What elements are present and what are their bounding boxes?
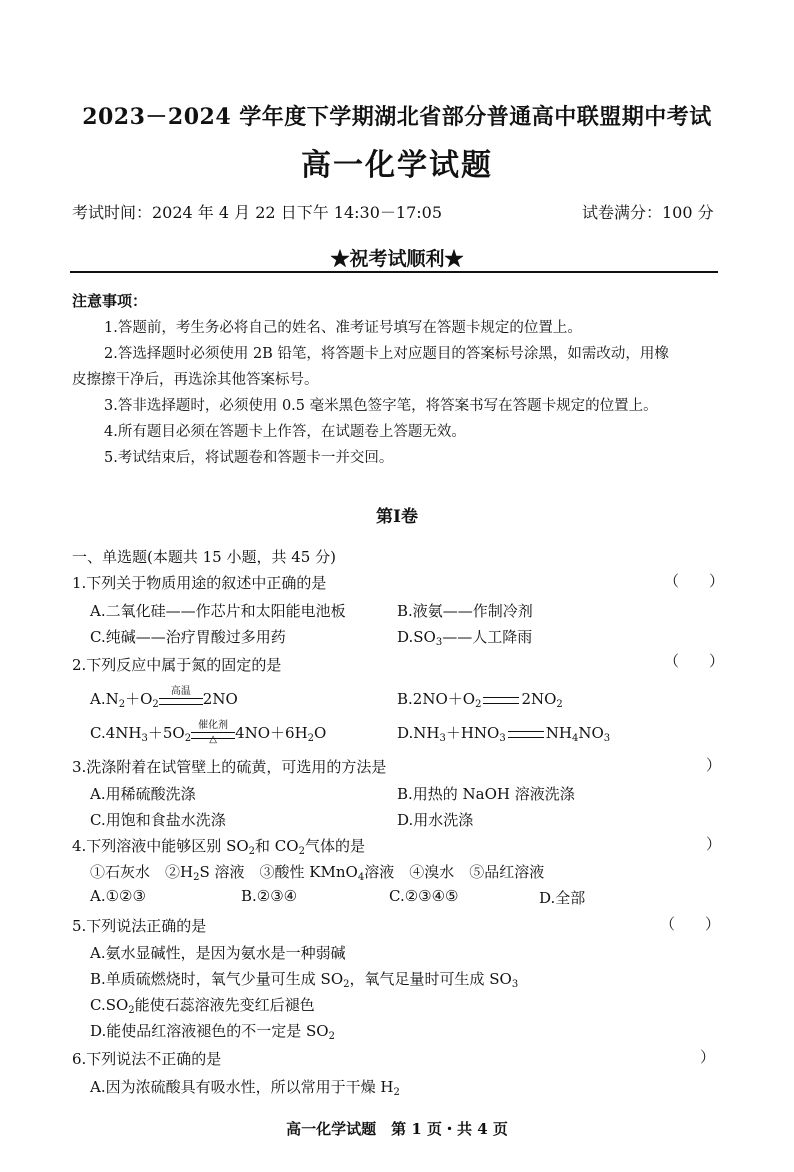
q2-option-b: $B.2NO+O_2$ $2NO_2$ <box>397 690 563 710</box>
q2-answer-paren: （ ） <box>664 652 725 670</box>
q4-choice-list: ①石灰水 $②H_2S$ 溶液 ③酸性 KMnO$_4$溶液 ④溴水 ⑤品红溶液 <box>90 863 545 883</box>
q5-stem: 5.下列说法正确的是 <box>72 917 207 935</box>
section-heading: 一、单选题(本题共 15 小题，共 45 分) <box>72 548 336 566</box>
q4-option-b: B.②③④ <box>241 887 298 905</box>
q1-option-a: A.二氧化硅——作芯片和太阳能电池板 <box>90 602 346 620</box>
q2-stem: 2.下列反应中属于氮的固定的是 <box>72 656 282 674</box>
q6-stem: 6.下列说法不正确的是 <box>72 1050 222 1068</box>
q2-option-c: $C.4NH_3+5O_2$ 催化剂 △ $4NO+6H_2O$ <box>90 719 327 745</box>
notice-item-3: 3.答非选择题时，必须使用 0.5 毫米黑色签字笔，将答案书写在答题卡规定的位置上。 <box>104 398 658 414</box>
q5-option-d: D.能使品红溶液褪色的不一定是 $SO_2$ <box>90 1022 335 1042</box>
q5-option-b: B.单质硫燃烧时，氧气少量可生成 $SO_2$，氧气足量时可生成 $SO_3$ <box>90 970 519 990</box>
q3-stem: 3.洗涤附着在试管壁上的硫黄，可选用的方法是 <box>72 758 387 776</box>
notice-item-1: 1.答题前，考生务必将自己的姓名、准考证号填写在答题卡规定的位置上。 <box>104 320 582 336</box>
q1-option-d: $D.SO_3——$人工降雨 <box>397 628 533 648</box>
exam-time: 考试时间：2024 年 4 月 22 日下午 14:30－17:05 <box>72 203 442 222</box>
q4-option-c: C.②③④⑤ <box>389 887 459 905</box>
q5-option-c: $C.SO_2$能使石蕊溶液先变红后褪色 <box>90 996 315 1016</box>
q1-option-b: B.液氨——作制冷剂 <box>397 602 533 620</box>
q3-answer-paren: ） <box>706 756 722 774</box>
q5-answer-paren: （ ） <box>660 915 721 933</box>
notice-item-2-cont: 皮擦擦干净后，再选涂其他答案标号。 <box>72 372 319 388</box>
q1-answer-paren: （ ） <box>664 572 725 590</box>
q3-option-a: A.用稀硫酸洗涤 <box>90 785 196 803</box>
q4-stem: 4.下列溶液中能够区别 $SO_2$和 $CO_2$气体的是 <box>72 837 365 857</box>
q3-option-d: D.用水洗涤 <box>397 811 474 829</box>
q2-option-a: $A.N_2+O_2$ 高温 2NO <box>90 685 238 710</box>
full-score: 试卷满分：100 分 <box>582 203 714 222</box>
notice-item-5: 5.考试结束后，将试题卷和答题卡一并交回。 <box>104 450 394 466</box>
good-luck-banner: ★祝考试顺利★ <box>330 248 464 270</box>
q4-answer-paren: ） <box>706 835 722 853</box>
q4-option-d: D.全部 <box>539 889 586 907</box>
volume-title: 第Ⅰ卷 <box>376 507 418 527</box>
q2-option-d: $D.NH_3+HNO_3$ $NH_4NO_3$ <box>397 724 611 744</box>
page-footer: 高一化学试题 第 1 页・共 4 页 <box>286 1120 508 1138</box>
paper-title: 高一化学试题 <box>301 148 493 183</box>
divider-line <box>70 271 718 273</box>
q6-option-a: A.因为浓硫酸具有吸水性，所以常用于干燥 $H_2$ <box>90 1078 400 1098</box>
q5-option-a: A.氨水显碱性，是因为氨水是一种弱碱 <box>90 944 346 962</box>
notice-item-2: 2.答选择题时必须使用 2B 铅笔，将答题卡上对应题目的答案标号涂黑，如需改动，用橡 <box>104 346 669 362</box>
exam-header-title: 2023－2024 学年度下学期湖北省部分普通高中联盟期中考试 <box>82 104 712 130</box>
q4-option-a: A.①②③ <box>90 887 146 905</box>
q1-stem: 1.下列关于物质用途的叙述中正确的是 <box>72 574 327 592</box>
notice-heading: 注意事项： <box>72 292 148 310</box>
notice-item-4: 4.所有题目必须在答题卡上作答，在试题卷上答题无效。 <box>104 424 466 440</box>
q1-option-c: C.纯碱——治疗胃酸过多用药 <box>90 628 286 646</box>
q3-option-b: B.用热的 NaOH 溶液洗涤 <box>397 785 575 803</box>
q3-option-c: C.用饱和食盐水洗涤 <box>90 811 226 829</box>
q6-answer-paren: ） <box>700 1048 716 1066</box>
